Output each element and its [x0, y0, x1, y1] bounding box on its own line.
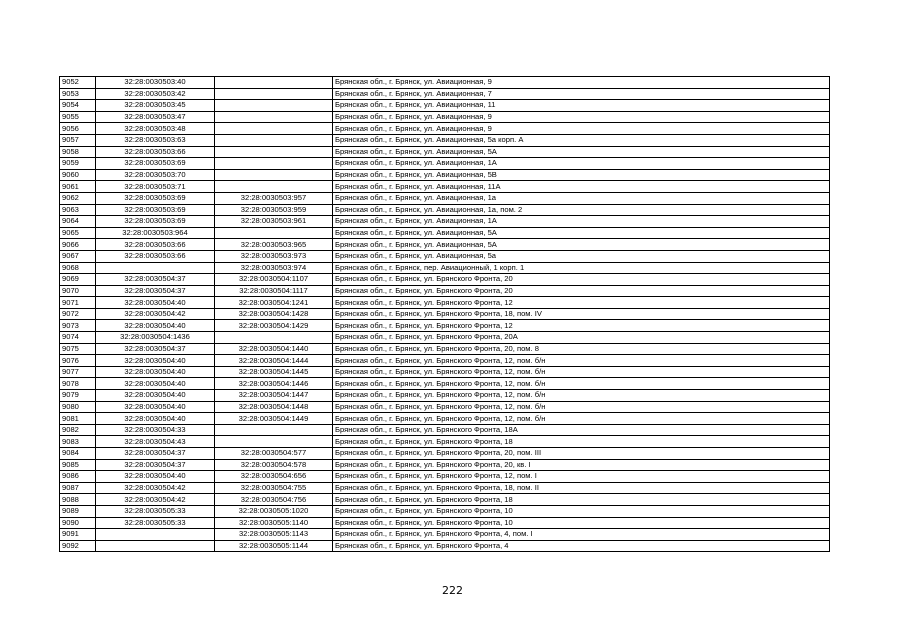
table-row: [60, 192, 830, 204]
row-number-cell: 9079: [60, 390, 96, 402]
table-row: [60, 436, 830, 448]
object-cadastral-number-cell: [215, 88, 333, 100]
parcel-cadastral-number-cell: 32:28:0030503:45: [96, 100, 215, 112]
row-number-cell: 9054: [60, 100, 96, 112]
object-cadastral-number-cell: 32:28:0030505:1140: [215, 517, 333, 529]
address-cell: Брянская обл., г. Брянск, ул. Брянского Фронта, 20, пом. 8: [333, 343, 830, 355]
table-row: [60, 88, 830, 100]
table-row: [60, 285, 830, 297]
parcel-cadastral-number-cell: 32:28:0030504:42: [96, 482, 215, 494]
parcel-cadastral-number-cell: 32:28:0030504:37: [96, 448, 215, 460]
parcel-cadastral-number-cell: 32:28:0030504:40: [96, 355, 215, 367]
address-cell: Брянская обл., г. Брянск, ул. Брянского Фронта, 18, пом. II: [333, 482, 830, 494]
registry-table-body: [60, 77, 830, 552]
object-cadastral-number-cell: [215, 227, 333, 239]
parcel-cadastral-number-cell: 32:28:0030504:42: [96, 308, 215, 320]
object-cadastral-number-cell: [215, 424, 333, 436]
table-row: [60, 146, 830, 158]
object-cadastral-number-cell: 32:28:0030503:957: [215, 192, 333, 204]
parcel-cadastral-number-cell: 32:28:0030504:40: [96, 320, 215, 332]
address-cell: Брянская обл., г. Брянск, ул. Брянского Фронта, 12, пом. б/н: [333, 401, 830, 413]
table-row: [60, 482, 830, 494]
row-number-cell: 9078: [60, 378, 96, 390]
object-cadastral-number-cell: 32:28:0030503:965: [215, 239, 333, 251]
row-number-cell: 9080: [60, 401, 96, 413]
address-cell: Брянская обл., г. Брянск, ул. Авиационная, 9: [333, 77, 830, 89]
object-cadastral-number-cell: 32:28:0030504:1429: [215, 320, 333, 332]
object-cadastral-number-cell: 32:28:0030504:1445: [215, 366, 333, 378]
object-cadastral-number-cell: 32:28:0030504:656: [215, 471, 333, 483]
registry-table: [59, 76, 830, 552]
address-cell: Брянская обл., г. Брянск, ул. Авиационная, 9: [333, 111, 830, 123]
parcel-cadastral-number-cell: 32:28:0030504:37: [96, 459, 215, 471]
address-cell: Брянская обл., г. Брянск, ул. Брянского Фронта, 20, пом. III: [333, 448, 830, 460]
object-cadastral-number-cell: 32:28:0030504:1446: [215, 378, 333, 390]
address-cell: Брянская обл., г. Брянск, ул. Брянского Фронта, 12: [333, 297, 830, 309]
row-number-cell: 9055: [60, 111, 96, 123]
parcel-cadastral-number-cell: 32:28:0030503:69: [96, 158, 215, 170]
row-number-cell: 9076: [60, 355, 96, 367]
row-number-cell: 9091: [60, 529, 96, 541]
parcel-cadastral-number-cell: 32:28:0030505:33: [96, 517, 215, 529]
table-row: [60, 401, 830, 413]
parcel-cadastral-number-cell: 32:28:0030504:1436: [96, 332, 215, 344]
row-number-cell: 9081: [60, 413, 96, 425]
table-row: [60, 424, 830, 436]
row-number-cell: 9059: [60, 158, 96, 170]
address-cell: Брянская обл., г. Брянск, ул. Брянского Фронта, 12, пом. б/н: [333, 413, 830, 425]
table-row: [60, 274, 830, 286]
row-number-cell: 9057: [60, 134, 96, 146]
parcel-cadastral-number-cell: 32:28:0030504:33: [96, 424, 215, 436]
parcel-cadastral-number-cell: 32:28:0030504:40: [96, 413, 215, 425]
table-row: [60, 413, 830, 425]
address-cell: Брянская обл., г. Брянск, ул. Брянского Фронта, 12, пом. б/н: [333, 355, 830, 367]
object-cadastral-number-cell: 32:28:0030504:1449: [215, 413, 333, 425]
table-row: [60, 123, 830, 135]
row-number-cell: 9086: [60, 471, 96, 483]
row-number-cell: 9070: [60, 285, 96, 297]
address-cell: Брянская обл., г. Брянск, ул. Авиационная, 5А: [333, 239, 830, 251]
address-cell: Брянская обл., г. Брянск, ул. Брянского Фронта, 10: [333, 505, 830, 517]
object-cadastral-number-cell: [215, 111, 333, 123]
address-cell: Брянская обл., г. Брянск, ул. Брянского Фронта, 4: [333, 540, 830, 552]
address-cell: Брянская обл., г. Брянск, ул. Брянского Фронта, 12, пом. б/н: [333, 378, 830, 390]
table-row: [60, 297, 830, 309]
object-cadastral-number-cell: 32:28:0030505:1143: [215, 529, 333, 541]
parcel-cadastral-number-cell: 32:28:0030504:40: [96, 297, 215, 309]
parcel-cadastral-number-cell: 32:28:0030504:43: [96, 436, 215, 448]
table-row: [60, 366, 830, 378]
address-cell: Брянская обл., г. Брянск, ул. Брянского Фронта, 12: [333, 320, 830, 332]
parcel-cadastral-number-cell: 32:28:0030503:69: [96, 192, 215, 204]
table-row: [60, 320, 830, 332]
parcel-cadastral-number-cell: 32:28:0030503:48: [96, 123, 215, 135]
table-row: [60, 505, 830, 517]
object-cadastral-number-cell: [215, 146, 333, 158]
row-number-cell: 9061: [60, 181, 96, 193]
row-number-cell: 9087: [60, 482, 96, 494]
table-row: [60, 111, 830, 123]
object-cadastral-number-cell: [215, 181, 333, 193]
address-cell: Брянская обл., г. Брянск, ул. Авиационная, 5а: [333, 250, 830, 262]
row-number-cell: 9077: [60, 366, 96, 378]
object-cadastral-number-cell: 32:28:0030504:755: [215, 482, 333, 494]
address-cell: Брянская обл., г. Брянск, ул. Брянского Фронта, 18, пом. IV: [333, 308, 830, 320]
table-row: [60, 355, 830, 367]
parcel-cadastral-number-cell: 32:28:0030504:40: [96, 390, 215, 402]
table-row: [60, 517, 830, 529]
row-number-cell: 9056: [60, 123, 96, 135]
address-cell: Брянская обл., г. Брянск, ул. Авиационная, 1А: [333, 158, 830, 170]
address-cell: Брянская обл., г. Брянск, пер. Авиационный, 1 корп. 1: [333, 262, 830, 274]
row-number-cell: 9060: [60, 169, 96, 181]
row-number-cell: 9085: [60, 459, 96, 471]
object-cadastral-number-cell: 32:28:0030503:959: [215, 204, 333, 216]
object-cadastral-number-cell: 32:28:0030504:578: [215, 459, 333, 471]
address-cell: Брянская обл., г. Брянск, ул. Брянского Фронта, 18А: [333, 424, 830, 436]
address-cell: Брянская обл., г. Брянск, ул. Авиационная, 5А: [333, 146, 830, 158]
parcel-cadastral-number-cell: 32:28:0030503:69: [96, 204, 215, 216]
address-cell: Брянская обл., г. Брянск, ул. Авиационная, 5а корп. А: [333, 134, 830, 146]
address-cell: Брянская обл., г. Брянск, ул. Авиационная, 1а, пом. 2: [333, 204, 830, 216]
object-cadastral-number-cell: 32:28:0030504:1107: [215, 274, 333, 286]
object-cadastral-number-cell: [215, 332, 333, 344]
row-number-cell: 9064: [60, 216, 96, 228]
object-cadastral-number-cell: 32:28:0030505:1144: [215, 540, 333, 552]
table-row: [60, 540, 830, 552]
address-cell: Брянская обл., г. Брянск, ул. Авиационная, 1А: [333, 216, 830, 228]
row-number-cell: 9072: [60, 308, 96, 320]
object-cadastral-number-cell: [215, 436, 333, 448]
address-cell: Брянская обл., г. Брянск, ул. Брянского Фронта, 20, кв. I: [333, 459, 830, 471]
object-cadastral-number-cell: 32:28:0030503:961: [215, 216, 333, 228]
object-cadastral-number-cell: [215, 77, 333, 89]
parcel-cadastral-number-cell: [96, 529, 215, 541]
row-number-cell: 9084: [60, 448, 96, 460]
row-number-cell: 9071: [60, 297, 96, 309]
object-cadastral-number-cell: 32:28:0030504:1428: [215, 308, 333, 320]
object-cadastral-number-cell: 32:28:0030504:1444: [215, 355, 333, 367]
row-number-cell: 9058: [60, 146, 96, 158]
object-cadastral-number-cell: [215, 169, 333, 181]
object-cadastral-number-cell: [215, 134, 333, 146]
object-cadastral-number-cell: 32:28:0030504:1117: [215, 285, 333, 297]
table-row: [60, 204, 830, 216]
table-row: [60, 169, 830, 181]
address-cell: Брянская обл., г. Брянск, ул. Брянского Фронта, 20: [333, 274, 830, 286]
row-number-cell: 9067: [60, 250, 96, 262]
address-cell: Брянская обл., г. Брянск, ул. Авиационная, 5А: [333, 227, 830, 239]
table-row: [60, 494, 830, 506]
address-cell: Брянская обл., г. Брянск, ул. Брянского Фронта, 12, пом. б/н: [333, 390, 830, 402]
parcel-cadastral-number-cell: 32:28:0030503:69: [96, 216, 215, 228]
parcel-cadastral-number-cell: 32:28:0030503:63: [96, 134, 215, 146]
parcel-cadastral-number-cell: 32:28:0030503:40: [96, 77, 215, 89]
table-row: [60, 343, 830, 355]
address-cell: Брянская обл., г. Брянск, ул. Авиационная, 5В: [333, 169, 830, 181]
table-row: [60, 390, 830, 402]
address-cell: Брянская обл., г. Брянск, ул. Авиационная, 9: [333, 123, 830, 135]
object-cadastral-number-cell: 32:28:0030504:1440: [215, 343, 333, 355]
address-cell: Брянская обл., г. Брянск, ул. Брянского Фронта, 12, пом. б/н: [333, 366, 830, 378]
row-number-cell: 9089: [60, 505, 96, 517]
parcel-cadastral-number-cell: 32:28:0030504:40: [96, 366, 215, 378]
table-row: [60, 239, 830, 251]
row-number-cell: 9068: [60, 262, 96, 274]
row-number-cell: 9088: [60, 494, 96, 506]
object-cadastral-number-cell: [215, 158, 333, 170]
parcel-cadastral-number-cell: [96, 262, 215, 274]
table-row: [60, 471, 830, 483]
row-number-cell: 9083: [60, 436, 96, 448]
parcel-cadastral-number-cell: 32:28:0030503:47: [96, 111, 215, 123]
table-row: [60, 332, 830, 344]
address-cell: Брянская обл., г. Брянск, ул. Авиационная, 11А: [333, 181, 830, 193]
parcel-cadastral-number-cell: 32:28:0030504:37: [96, 285, 215, 297]
row-number-cell: 9063: [60, 204, 96, 216]
parcel-cadastral-number-cell: 32:28:0030503:71: [96, 181, 215, 193]
address-cell: Брянская обл., г. Брянск, ул. Брянского Фронта, 4, пом. I: [333, 529, 830, 541]
row-number-cell: 9092: [60, 540, 96, 552]
row-number-cell: 9053: [60, 88, 96, 100]
table-row: [60, 158, 830, 170]
parcel-cadastral-number-cell: 32:28:0030504:40: [96, 401, 215, 413]
object-cadastral-number-cell: 32:28:0030503:973: [215, 250, 333, 262]
object-cadastral-number-cell: 32:28:0030503:974: [215, 262, 333, 274]
table-row: [60, 181, 830, 193]
parcel-cadastral-number-cell: 32:28:0030504:37: [96, 274, 215, 286]
address-cell: Брянская обл., г. Брянск, ул. Брянского Фронта, 10: [333, 517, 830, 529]
table-row: [60, 100, 830, 112]
table-row: [60, 262, 830, 274]
parcel-cadastral-number-cell: 32:28:0030503:66: [96, 239, 215, 251]
row-number-cell: 9062: [60, 192, 96, 204]
parcel-cadastral-number-cell: [96, 540, 215, 552]
parcel-cadastral-number-cell: 32:28:0030503:42: [96, 88, 215, 100]
address-cell: Брянская обл., г. Брянск, ул. Авиационная, 11: [333, 100, 830, 112]
table-row: [60, 250, 830, 262]
address-cell: Брянская обл., г. Брянск, ул. Брянского Фронта, 12, пом. I: [333, 471, 830, 483]
parcel-cadastral-number-cell: 32:28:0030503:66: [96, 146, 215, 158]
table-row: [60, 134, 830, 146]
row-number-cell: 9073: [60, 320, 96, 332]
parcel-cadastral-number-cell: 32:28:0030504:37: [96, 343, 215, 355]
object-cadastral-number-cell: [215, 100, 333, 112]
object-cadastral-number-cell: 32:28:0030505:1020: [215, 505, 333, 517]
table-row: [60, 459, 830, 471]
table-row: [60, 448, 830, 460]
row-number-cell: 9075: [60, 343, 96, 355]
object-cadastral-number-cell: 32:28:0030504:1447: [215, 390, 333, 402]
address-cell: Брянская обл., г. Брянск, ул. Брянского Фронта, 20: [333, 285, 830, 297]
table-row: [60, 378, 830, 390]
object-cadastral-number-cell: [215, 123, 333, 135]
row-number-cell: 9066: [60, 239, 96, 251]
object-cadastral-number-cell: 32:28:0030504:577: [215, 448, 333, 460]
row-number-cell: 9082: [60, 424, 96, 436]
address-cell: Брянская обл., г. Брянск, ул. Брянского Фронта, 18: [333, 494, 830, 506]
page-number: 222: [442, 584, 463, 597]
address-cell: Брянская обл., г. Брянск, ул. Брянского Фронта, 20А: [333, 332, 830, 344]
parcel-cadastral-number-cell: 32:28:0030504:40: [96, 471, 215, 483]
table-row: [60, 216, 830, 228]
parcel-cadastral-number-cell: 32:28:0030503:70: [96, 169, 215, 181]
row-number-cell: 9069: [60, 274, 96, 286]
row-number-cell: 9065: [60, 227, 96, 239]
object-cadastral-number-cell: 32:28:0030504:1448: [215, 401, 333, 413]
parcel-cadastral-number-cell: 32:28:0030503:964: [96, 227, 215, 239]
parcel-cadastral-number-cell: 32:28:0030504:40: [96, 378, 215, 390]
table-row: [60, 308, 830, 320]
object-cadastral-number-cell: 32:28:0030504:1241: [215, 297, 333, 309]
address-cell: Брянская обл., г. Брянск, ул. Авиационная, 7: [333, 88, 830, 100]
parcel-cadastral-number-cell: 32:28:0030505:33: [96, 505, 215, 517]
row-number-cell: 9074: [60, 332, 96, 344]
table-row: [60, 227, 830, 239]
row-number-cell: 9090: [60, 517, 96, 529]
parcel-cadastral-number-cell: 32:28:0030504:42: [96, 494, 215, 506]
parcel-cadastral-number-cell: 32:28:0030503:66: [96, 250, 215, 262]
object-cadastral-number-cell: 32:28:0030504:756: [215, 494, 333, 506]
row-number-cell: 9052: [60, 77, 96, 89]
address-cell: Брянская обл., г. Брянск, ул. Брянского Фронта, 18: [333, 436, 830, 448]
address-cell: Брянская обл., г. Брянск, ул. Авиационная, 1а: [333, 192, 830, 204]
table-row: [60, 529, 830, 541]
table-row: [60, 77, 830, 89]
